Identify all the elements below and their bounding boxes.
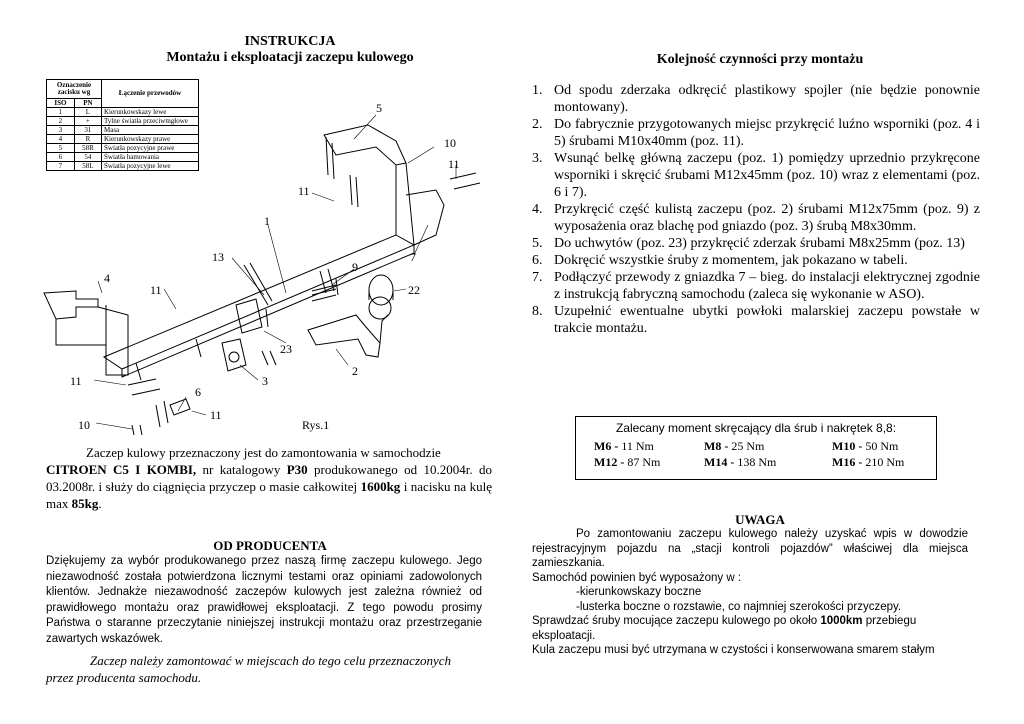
catalog-number: P30 xyxy=(286,462,308,477)
step-text: Od spodu zderzaka odkręcić plastikowy spojler (nie będzie ponownie montowany). xyxy=(554,83,980,115)
torque-bolt-size: M10 - xyxy=(832,439,863,453)
step-item xyxy=(532,235,980,252)
torque-value: 138 Nm xyxy=(734,455,777,469)
step-text: Do fabrycznie przygotowanych miejsc przykręcić luźno wsporniki (poz. 4 i 5) śrubami M10x40mm (poz. 11). xyxy=(554,117,980,149)
wire-cell-iso: 6 xyxy=(47,153,75,162)
wire-cell-desc: Kierunkowskazy lewe xyxy=(102,108,199,117)
wire-cell-desc: Tylne światła przeciwmgłowe xyxy=(102,117,199,126)
intro-paragraph: Zaczep kulowy przeznaczony jest do zamontowania w samochodzie CITROEN C5 I KOMBI, nr katalogowy P30 produkowanego od 10.2004r. do 03.2008r. i służy do ciągnięcia przyczep o masie całkowitej 1600kg i nacisku na kulę max 85kg. xyxy=(46,445,492,511)
max-ball-load: 85kg xyxy=(71,496,99,511)
step-number: 5. xyxy=(532,236,543,251)
diagram-label-11: 11 xyxy=(448,157,460,171)
diagram-label-13: 13 xyxy=(212,250,224,264)
step-number: 2. xyxy=(532,117,543,132)
step-text: Podłączyć przewody z gniazdka 7 – bieg. do instalacji elektrycznej zgodnie z instrukcją fabryczną samochodu (zaleca się wykonanie w ASO). xyxy=(554,270,980,302)
step-item xyxy=(532,82,980,116)
step-text: Dokręcić wszystkie śruby z momentem, jak pokazano w tabeli. xyxy=(554,253,908,268)
torque-item xyxy=(704,439,832,454)
torque-bolt-size: M8 - xyxy=(704,439,729,453)
step-text: Uzupełnić ewentualne ubytki powłoki malarskiej zaczepu powstałe w trakcie montażu. xyxy=(554,304,980,336)
producer-heading: OD PRODUCENTA xyxy=(213,538,327,553)
title-line-1: INSTRUKCJA xyxy=(244,34,336,49)
diagram-label-4: 4 xyxy=(104,271,110,285)
torque-value: 11 Nm xyxy=(618,439,654,453)
step-number: 4. xyxy=(532,202,543,217)
diagram-label-11: 11 xyxy=(210,408,222,422)
diagram-label-10: 10 xyxy=(444,136,456,150)
instruction-title xyxy=(40,34,540,66)
diagram-label-11: 11 xyxy=(70,374,82,388)
mounting-note xyxy=(46,652,486,686)
title-line-2: Montażu i eksploatacji zaczepu kulowego xyxy=(166,50,414,65)
step-item xyxy=(532,150,980,201)
diagram-label-3: 3 xyxy=(262,374,268,388)
wire-cell-desc: Światła pozycyjne prawe xyxy=(102,144,199,153)
torque-item xyxy=(594,439,704,454)
diagram-label-9: 9 xyxy=(352,260,358,274)
uwaga-line-2: Samochód powinien być wyposażony w : xyxy=(532,571,742,584)
torque-value: 50 Nm xyxy=(862,439,899,453)
torque-bolt-size: M12 - xyxy=(594,455,625,469)
step-item xyxy=(532,252,980,269)
wire-table-header-connection: Łączenie przewodów xyxy=(102,80,199,108)
step-number: 1. xyxy=(532,83,543,98)
wire-cell-pn: 58R xyxy=(74,144,101,153)
wire-table-header-iso: ISO xyxy=(47,99,75,108)
wire-cell-desc: Światła pozycyjne lewe xyxy=(102,162,199,171)
check-distance: 1000km xyxy=(820,615,863,627)
wire-cell-desc: Kierunkowskazy prawe xyxy=(102,135,199,144)
torque-value: 87 Nm xyxy=(624,455,661,469)
torque-item xyxy=(832,439,932,454)
wire-cell-iso: 5 xyxy=(47,144,75,153)
torque-value: 210 Nm xyxy=(862,455,905,469)
diagram-label-7: 7 xyxy=(410,250,416,264)
wire-cell-iso: 7 xyxy=(47,162,75,171)
mounting-note-line-2: przez producenta samochodu. xyxy=(46,670,202,685)
torque-item xyxy=(704,455,832,470)
step-item xyxy=(532,116,980,150)
wire-cell-iso: 3 xyxy=(47,126,75,135)
wire-cell-pn: R xyxy=(74,135,101,144)
torque-box xyxy=(575,416,937,480)
wire-cell-pn: 58L xyxy=(74,162,101,171)
diagram-label-22: 22 xyxy=(408,283,420,297)
steps-list xyxy=(532,82,980,337)
step-text: Przykręcić część kulistą zaczepu (poz. 2) śrubami M12x75mm (poz. 9) z wyposażenia oraz blachę pod gniazdo (poz. 3) śrubą M8x30mm. xyxy=(554,202,980,234)
torque-item xyxy=(594,455,704,470)
wire-table-header-marking: Oznaczenie zacisku wg xyxy=(47,80,102,99)
wire-cell-desc: Światła hamowania xyxy=(102,153,199,162)
torque-grid xyxy=(576,439,936,470)
uwaga-line-1: Po zamontowaniu zaczepu kulowego należy uzyskać wpis w dowodzie rejestracyjnym pojazdu na „stacji kontroli pojazdów” właściwej dla miejsca zamieszkania. xyxy=(532,528,968,569)
wire-cell-iso: 2 xyxy=(47,117,75,126)
wire-cell-desc: Masa xyxy=(102,126,199,135)
step-number: 7. xyxy=(532,270,543,285)
step-item xyxy=(532,303,980,337)
diagram-label-6: 6 xyxy=(195,385,201,399)
producer-text: Dziękujemy za wybór produkowanego przez naszą firmę zaczepu kulowego. Jego niezawodność została potwierdzona licznymi testami oraz opiniami zadowolonych klientów. Jednakże niezawodność zaczepów kulowych jest zależna również od prawidłowego montażu oraz prawidłowej eksploatacji. Z tego powodu prosimy Państwa o staranne przeczytanie niniejszej instrukcji montażu oraz przestrzeganie zawartych wskazówek. xyxy=(46,555,482,645)
step-text: Do uchwytów (poz. 23) przykręcić zderzak śrubami M8x25mm (poz. 13) xyxy=(554,236,965,251)
diagram-label-23: 23 xyxy=(280,342,292,356)
step-number: 8. xyxy=(532,304,543,319)
torque-bolt-size: M16 - xyxy=(832,455,863,469)
wire-cell-pn: 31 xyxy=(74,126,101,135)
uwaga-line-3: -kierunkowskazy boczne xyxy=(576,586,702,598)
step-item xyxy=(532,269,980,303)
car-model: CITROEN C5 I KOMBI, xyxy=(46,462,197,477)
diagram-label-10: 10 xyxy=(78,418,90,432)
torque-item xyxy=(832,455,932,470)
step-number: 6. xyxy=(532,253,543,268)
uwaga-line-5: Sprawdzać śruby mocujące zaczepu kulowego po około 1000km przebiegu eksploatacji. xyxy=(532,615,917,642)
steps-title: Kolejność czynności przy montażu xyxy=(656,52,864,67)
wire-cell-iso: 1 xyxy=(47,108,75,117)
wire-cell-iso: 4 xyxy=(47,135,75,144)
diagram-label-5: 5 xyxy=(376,101,382,115)
mounting-note-line-1: Zaczep należy zamontować w miejscach do tego celu przeznaczonych xyxy=(90,653,452,668)
diagram-label-11: 11 xyxy=(298,184,310,198)
diagram-label-2: 2 xyxy=(352,364,358,378)
torque-bolt-size: M6 - xyxy=(594,439,619,453)
uwaga-text xyxy=(532,527,968,658)
wire-cell-pn: L xyxy=(74,108,101,117)
step-text: Wsunąć belkę główną zaczepu (poz. 1) pomiędzy uprzednio przykręcone wsporniki i skręcić śrubami M12x45mm (poz. 10) wraz z elementami (poz. 6 i 7). xyxy=(554,151,980,200)
step-number: 3. xyxy=(532,151,543,166)
step-item xyxy=(532,201,980,235)
diagram-label-11: 11 xyxy=(150,283,162,297)
uwaga-line-6: Kula zaczepu musi być utrzymana w czystości i konserwowana smarem stałym xyxy=(532,644,935,656)
torque-title: Zalecany moment skręcający dla śrub i nakrętek 8,8: xyxy=(615,421,897,435)
diagram-label-1: 1 xyxy=(264,214,270,228)
wire-table-header-pn: PN xyxy=(74,99,101,108)
uwaga-line-4: -lusterka boczne o rozstawie, co najmniej szerokości przyczepy. xyxy=(576,600,902,613)
uwaga-heading: UWAGA xyxy=(735,512,785,527)
torque-value: 25 Nm xyxy=(728,439,765,453)
max-trailer-mass: 1600kg xyxy=(360,479,401,494)
diagram-caption: Rys.1 xyxy=(302,418,330,432)
torque-bolt-size: M14 - xyxy=(704,455,735,469)
wire-cell-pn: + xyxy=(74,117,101,126)
wire-cell-pn: 54 xyxy=(74,153,101,162)
